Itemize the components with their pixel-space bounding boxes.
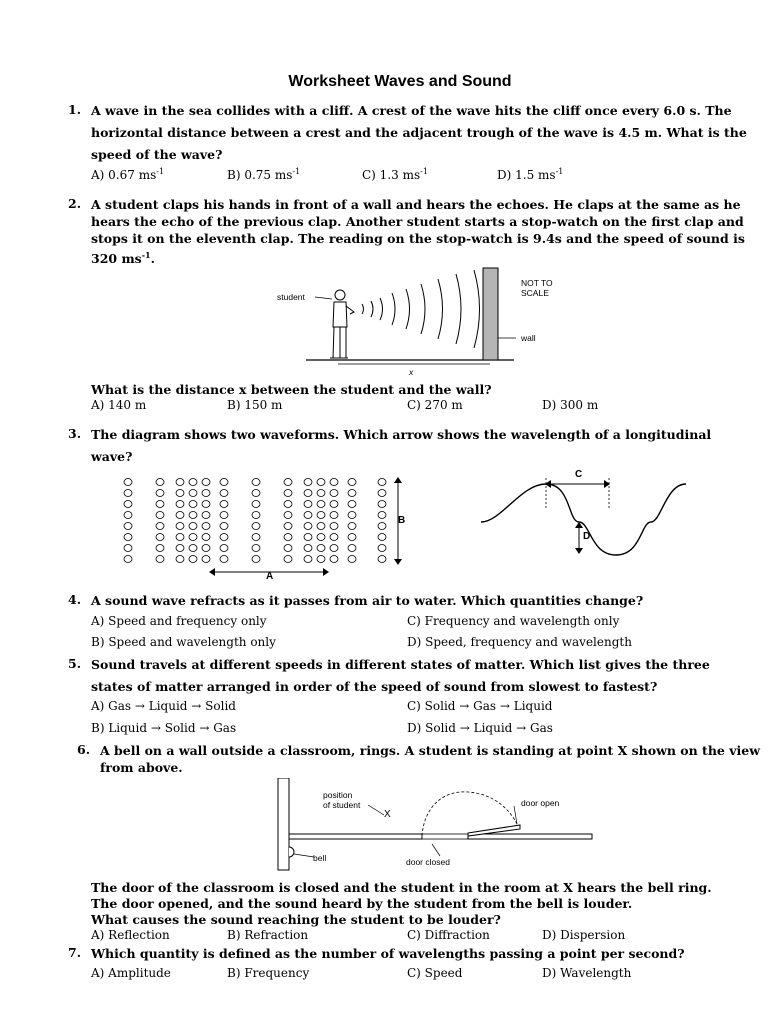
q5-option-d[interactable]: D) Solid → Liquid → Gas <box>407 721 553 735</box>
particle <box>202 534 210 541</box>
label-position-2: of student <box>323 800 361 810</box>
particle <box>317 479 325 486</box>
particle <box>378 556 386 563</box>
particle <box>252 523 260 530</box>
particle <box>252 512 260 519</box>
particle <box>176 534 184 541</box>
q4-line-1: A sound wave refracts as it passes from air to water. Which quantities change? <box>91 593 644 608</box>
q6-text-2: The door opened, and the sound heard by the student from the bell is louder. <box>91 896 633 911</box>
q6-text-1: The door of the classroom is closed and the student in the room at X hears the bell ring. <box>91 880 712 895</box>
particle <box>220 534 228 541</box>
student-figure <box>330 290 354 358</box>
q2-option-b[interactable]: B) 150 m <box>227 398 283 412</box>
q6-option-b[interactable]: B) Refraction <box>227 928 309 942</box>
particle <box>284 490 292 497</box>
label-door-closed: door closed <box>406 857 450 867</box>
particle <box>348 479 356 486</box>
label-door-open: door open <box>521 798 560 808</box>
label-bell: bell <box>313 853 327 863</box>
page-title: Worksheet Waves and Sound <box>288 73 512 90</box>
q6-option-a[interactable]: A) Reflection <box>91 928 170 942</box>
particle <box>317 556 325 563</box>
label-arrow-d: D <box>583 531 591 542</box>
particle <box>330 534 338 541</box>
particle <box>348 512 356 519</box>
bell-icon <box>289 847 294 857</box>
q6-option-d[interactable]: D) Dispersion <box>542 928 626 942</box>
q2-question: What is the distance x between the student and the wall? <box>91 382 492 397</box>
particle <box>348 523 356 530</box>
q6-text-3: What causes the sound reaching the student to be louder? <box>91 912 501 927</box>
particle <box>252 556 260 563</box>
label-arrow-b: B <box>398 515 406 526</box>
particle <box>330 479 338 486</box>
q2-line-1: A student claps his hands in front of a wall and hears the echoes. He claps at the same as he <box>91 197 741 212</box>
particle <box>189 523 197 530</box>
particle <box>304 512 312 519</box>
q2-option-a[interactable]: A) 140 m <box>91 398 147 412</box>
particle <box>202 490 210 497</box>
longitudinal-wave-diagram <box>118 474 418 586</box>
q4-option-b[interactable]: B) Speed and wavelength only <box>91 635 276 649</box>
q6-option-c[interactable]: C) Diffraction <box>407 928 490 942</box>
q1-option-b[interactable]: B) 0.75 $ms^{-1}$ <box>227 167 301 182</box>
particle <box>378 534 386 541</box>
q7-option-d[interactable]: D) Wavelength <box>542 966 632 980</box>
particle <box>189 490 197 497</box>
particle <box>284 523 292 530</box>
q1-line-2: horizontal distance between a crest and the adjacent trough of the wave is 4.5 m. What is the <box>91 125 747 140</box>
label-not-to-scale-2: SCALE <box>521 288 549 298</box>
particle <box>252 545 260 552</box>
q2-option-d[interactable]: D) 300 m <box>542 398 599 412</box>
particle <box>317 545 325 552</box>
particle <box>284 545 292 552</box>
particle <box>220 556 228 563</box>
particle <box>176 501 184 508</box>
q7-option-a[interactable]: A) Amplitude <box>91 966 171 980</box>
particle <box>189 545 197 552</box>
particle <box>330 512 338 519</box>
label-arrow-c: C <box>575 469 583 480</box>
particle <box>189 512 197 519</box>
particle <box>378 490 386 497</box>
label-x-distance: x <box>409 367 414 377</box>
particle <box>220 490 228 497</box>
q6-number: 6. <box>77 742 91 757</box>
q6-line-2: from above. <box>100 760 183 775</box>
q4-number: 4. <box>68 592 82 607</box>
particle <box>156 556 164 563</box>
q4-option-c[interactable]: C) Frequency and wavelength only <box>407 614 620 628</box>
particle <box>202 512 210 519</box>
particle <box>252 479 260 486</box>
particle <box>317 523 325 530</box>
particle <box>378 512 386 519</box>
label-student: student <box>277 292 305 302</box>
particle <box>202 556 210 563</box>
particle <box>330 556 338 563</box>
particle <box>378 501 386 508</box>
q7-option-b[interactable]: B) Frequency <box>227 966 310 980</box>
particle <box>124 490 132 497</box>
particle <box>220 545 228 552</box>
q3-number: 3. <box>68 426 82 441</box>
q7-option-c[interactable]: C) Speed <box>407 966 463 980</box>
particle <box>304 501 312 508</box>
q5-number: 5. <box>68 656 82 671</box>
particle <box>156 512 164 519</box>
particle <box>124 479 132 486</box>
particle <box>348 545 356 552</box>
q4-option-a[interactable]: A) Speed and frequency only <box>91 614 267 628</box>
q1-line-3: speed of the wave? <box>91 147 223 162</box>
q1-option-d[interactable]: D) 1.5 $ms^{-1}$ <box>497 167 564 182</box>
q5-line-1: Sound travels at different speeds in different states of matter. Which list gives the three <box>91 657 710 672</box>
particle <box>317 534 325 541</box>
particle <box>176 512 184 519</box>
particle <box>284 512 292 519</box>
particle <box>304 523 312 530</box>
particle <box>330 523 338 530</box>
q1-number: 1. <box>68 102 82 117</box>
label-not-to-scale-1: NOT TO <box>521 278 553 288</box>
particle <box>156 534 164 541</box>
q6-line-1: A bell on a wall outside a classroom, rings. A student is standing at point X shown on the view <box>100 743 760 758</box>
particle <box>330 490 338 497</box>
q1-option-c[interactable]: C) 1.3 $ms^{-1}$ <box>362 167 428 182</box>
q3-line-2: wave? <box>91 449 133 464</box>
particle <box>304 479 312 486</box>
particle <box>202 479 210 486</box>
particle <box>330 545 338 552</box>
particle <box>202 501 210 508</box>
particle <box>156 501 164 508</box>
q7-line-1: Which quantity is defined as the number of wavelengths passing a point per second? <box>91 946 685 961</box>
particle <box>317 490 325 497</box>
label-arrow-a: A <box>266 571 274 582</box>
particle <box>304 534 312 541</box>
particle <box>176 545 184 552</box>
particle <box>124 512 132 519</box>
q2-line-3: stops it on the eleventh clap. The reading on the stop-watch is 9.4s and the speed of sound is <box>91 231 745 246</box>
particle <box>176 490 184 497</box>
particle <box>378 479 386 486</box>
particle <box>202 523 210 530</box>
q2-line-2: hears the echo of the previous clap. Another student starts a stop-watch on the first clap and <box>91 214 744 229</box>
particle <box>317 512 325 519</box>
particle <box>220 501 228 508</box>
q1-option-a[interactable]: A) 0.67 $ms^{-1}$ <box>91 167 165 182</box>
particle <box>284 534 292 541</box>
q5-line-2: states of matter arranged in order of the speed of sound from slowest to fastest? <box>91 679 658 694</box>
q1-line-1: A wave in the sea collides with a cliff. A crest of the wave hits the cliff once every 6.0 s. The <box>91 103 732 118</box>
particle <box>176 523 184 530</box>
particle <box>189 479 197 486</box>
particle <box>156 523 164 530</box>
particle <box>189 556 197 563</box>
label-position-1: position <box>323 790 353 800</box>
label-wall: wall <box>521 333 536 343</box>
particle <box>284 501 292 508</box>
particle <box>304 545 312 552</box>
particle <box>304 490 312 497</box>
particle <box>252 490 260 497</box>
particle <box>189 534 197 541</box>
particle <box>176 556 184 563</box>
particle <box>124 523 132 530</box>
particle <box>220 512 228 519</box>
particle <box>220 523 228 530</box>
particle <box>124 501 132 508</box>
q2-number: 2. <box>68 196 82 211</box>
label-point-x: X <box>384 809 391 820</box>
particle <box>156 545 164 552</box>
q5-option-b[interactable]: B) Liquid → Solid → Gas <box>91 721 237 735</box>
particle <box>284 556 292 563</box>
transverse-wave-diagram <box>476 470 691 560</box>
particle <box>284 479 292 486</box>
q2-option-c[interactable]: C) 270 m <box>407 398 463 412</box>
particle <box>348 534 356 541</box>
particle <box>156 490 164 497</box>
particle <box>348 501 356 508</box>
particle <box>202 545 210 552</box>
q5-option-c[interactable]: C) Solid → Gas → Liquid <box>407 699 553 713</box>
particle <box>348 556 356 563</box>
q2-line-4: 320 $ms^{-1}$. <box>91 250 155 267</box>
particle <box>348 490 356 497</box>
particle <box>176 479 184 486</box>
q4-option-d[interactable]: D) Speed, frequency and wavelength <box>407 635 632 649</box>
q3-line-1: The diagram shows two waveforms. Which arrow shows the wavelength of a longitudinal <box>91 427 712 442</box>
particle <box>124 534 132 541</box>
q7-number: 7. <box>68 945 82 960</box>
particle <box>378 523 386 530</box>
particle <box>220 479 228 486</box>
particle <box>124 556 132 563</box>
particle <box>189 501 197 508</box>
particle <box>317 501 325 508</box>
wall-block <box>483 268 498 360</box>
q5-option-a[interactable]: A) Gas → Liquid → Solid <box>91 699 236 713</box>
particle <box>124 545 132 552</box>
particle <box>378 545 386 552</box>
particle <box>252 534 260 541</box>
particle <box>252 501 260 508</box>
particle <box>304 556 312 563</box>
particle <box>156 479 164 486</box>
particle <box>330 501 338 508</box>
